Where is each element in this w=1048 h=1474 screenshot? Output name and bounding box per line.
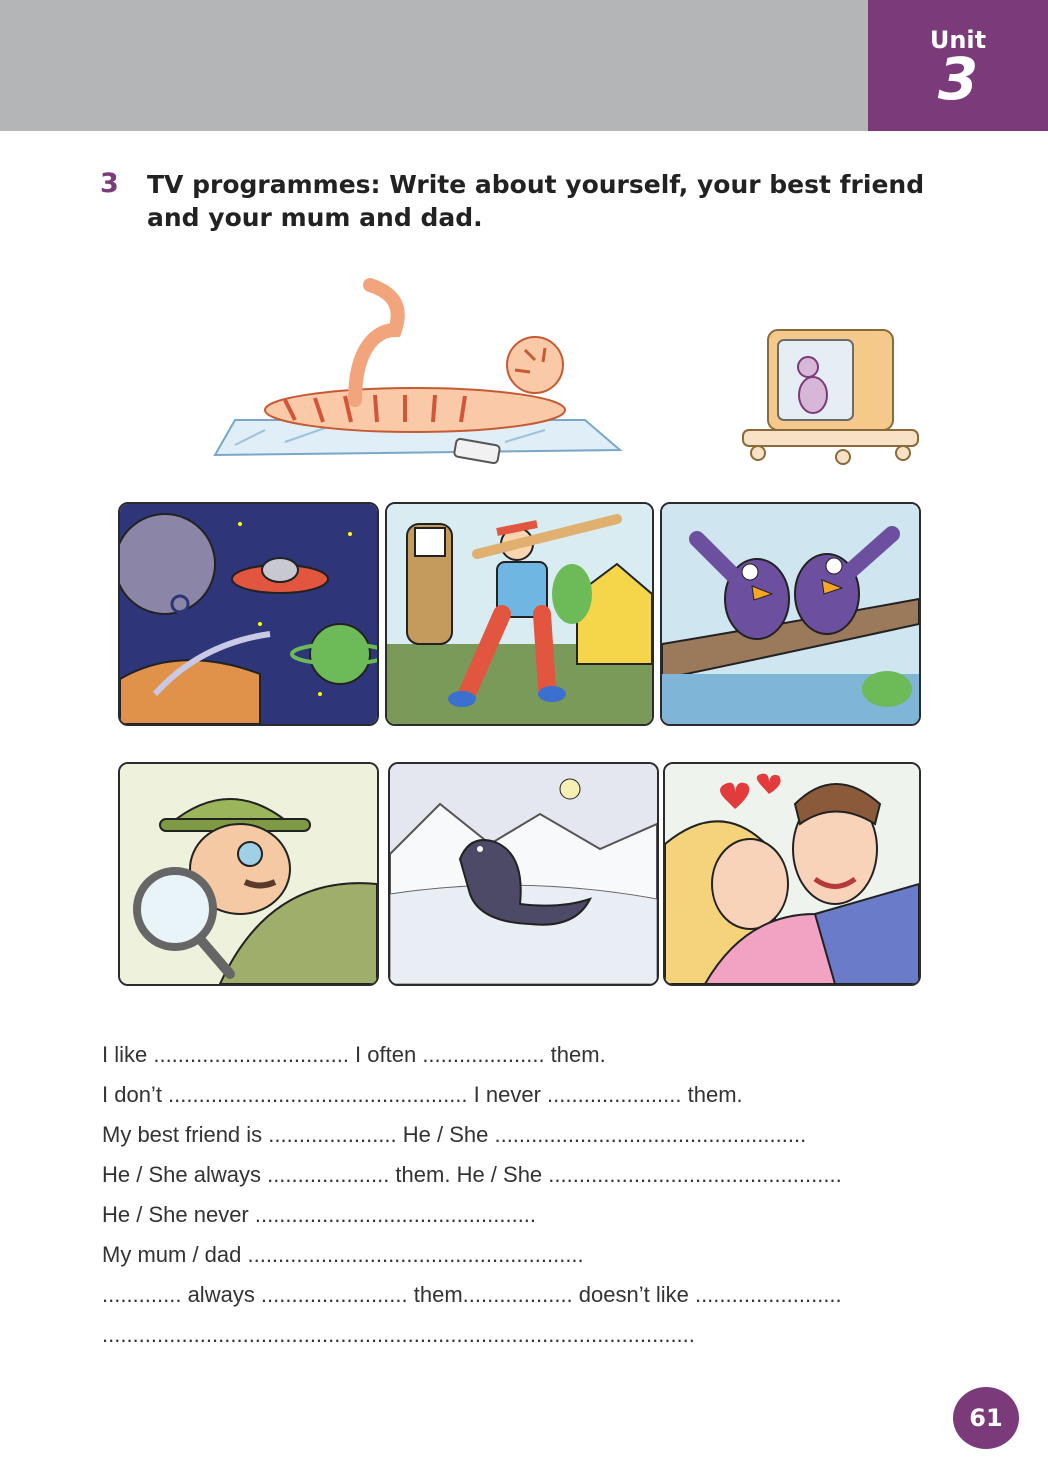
page-number: 61 bbox=[953, 1387, 1019, 1449]
exercise-number: 3 bbox=[100, 168, 119, 199]
sentence-line: I don’t ................................................. I never ...................... them. bbox=[102, 1082, 743, 1107]
detective-programme-icon bbox=[118, 762, 379, 986]
space-programme-icon bbox=[118, 502, 379, 726]
unit-tab bbox=[868, 0, 1048, 131]
unit-label: Unit bbox=[929, 26, 987, 54]
exercise-title-line2: and your mum and dad. bbox=[147, 203, 483, 232]
sentence-line: ............. always ........................ them.................. doesn’t like ........................ bbox=[102, 1282, 842, 1307]
sentence-line: My best friend is ..................... He / She ................................................... bbox=[102, 1122, 807, 1147]
tv-set-icon bbox=[738, 325, 923, 467]
sentence-list bbox=[102, 1040, 962, 1360]
exercise-title-line1: TV programmes: Write about yourself, your best friend bbox=[147, 170, 925, 199]
cricket-sport-icon bbox=[385, 502, 654, 726]
sentence-line: ................................................................................................. bbox=[102, 1322, 695, 1347]
sentence-line: He / She always .................... them. He / She ................................................ bbox=[102, 1162, 842, 1187]
romance-programme-icon bbox=[663, 762, 921, 986]
header-bar bbox=[0, 0, 868, 131]
unit-number: 3 bbox=[937, 45, 979, 113]
sentence-line: I like ................................ I often .................... them. bbox=[102, 1042, 606, 1067]
exercise-title bbox=[147, 168, 947, 234]
sentence-line: He / She never .............................................. bbox=[102, 1202, 537, 1227]
tiger-lying-on-rug-icon bbox=[205, 270, 645, 475]
sentence-line: My mum / dad ....................................................... bbox=[102, 1242, 584, 1267]
seal-animal-programme-icon bbox=[388, 762, 659, 986]
birds-nature-icon bbox=[660, 502, 921, 726]
